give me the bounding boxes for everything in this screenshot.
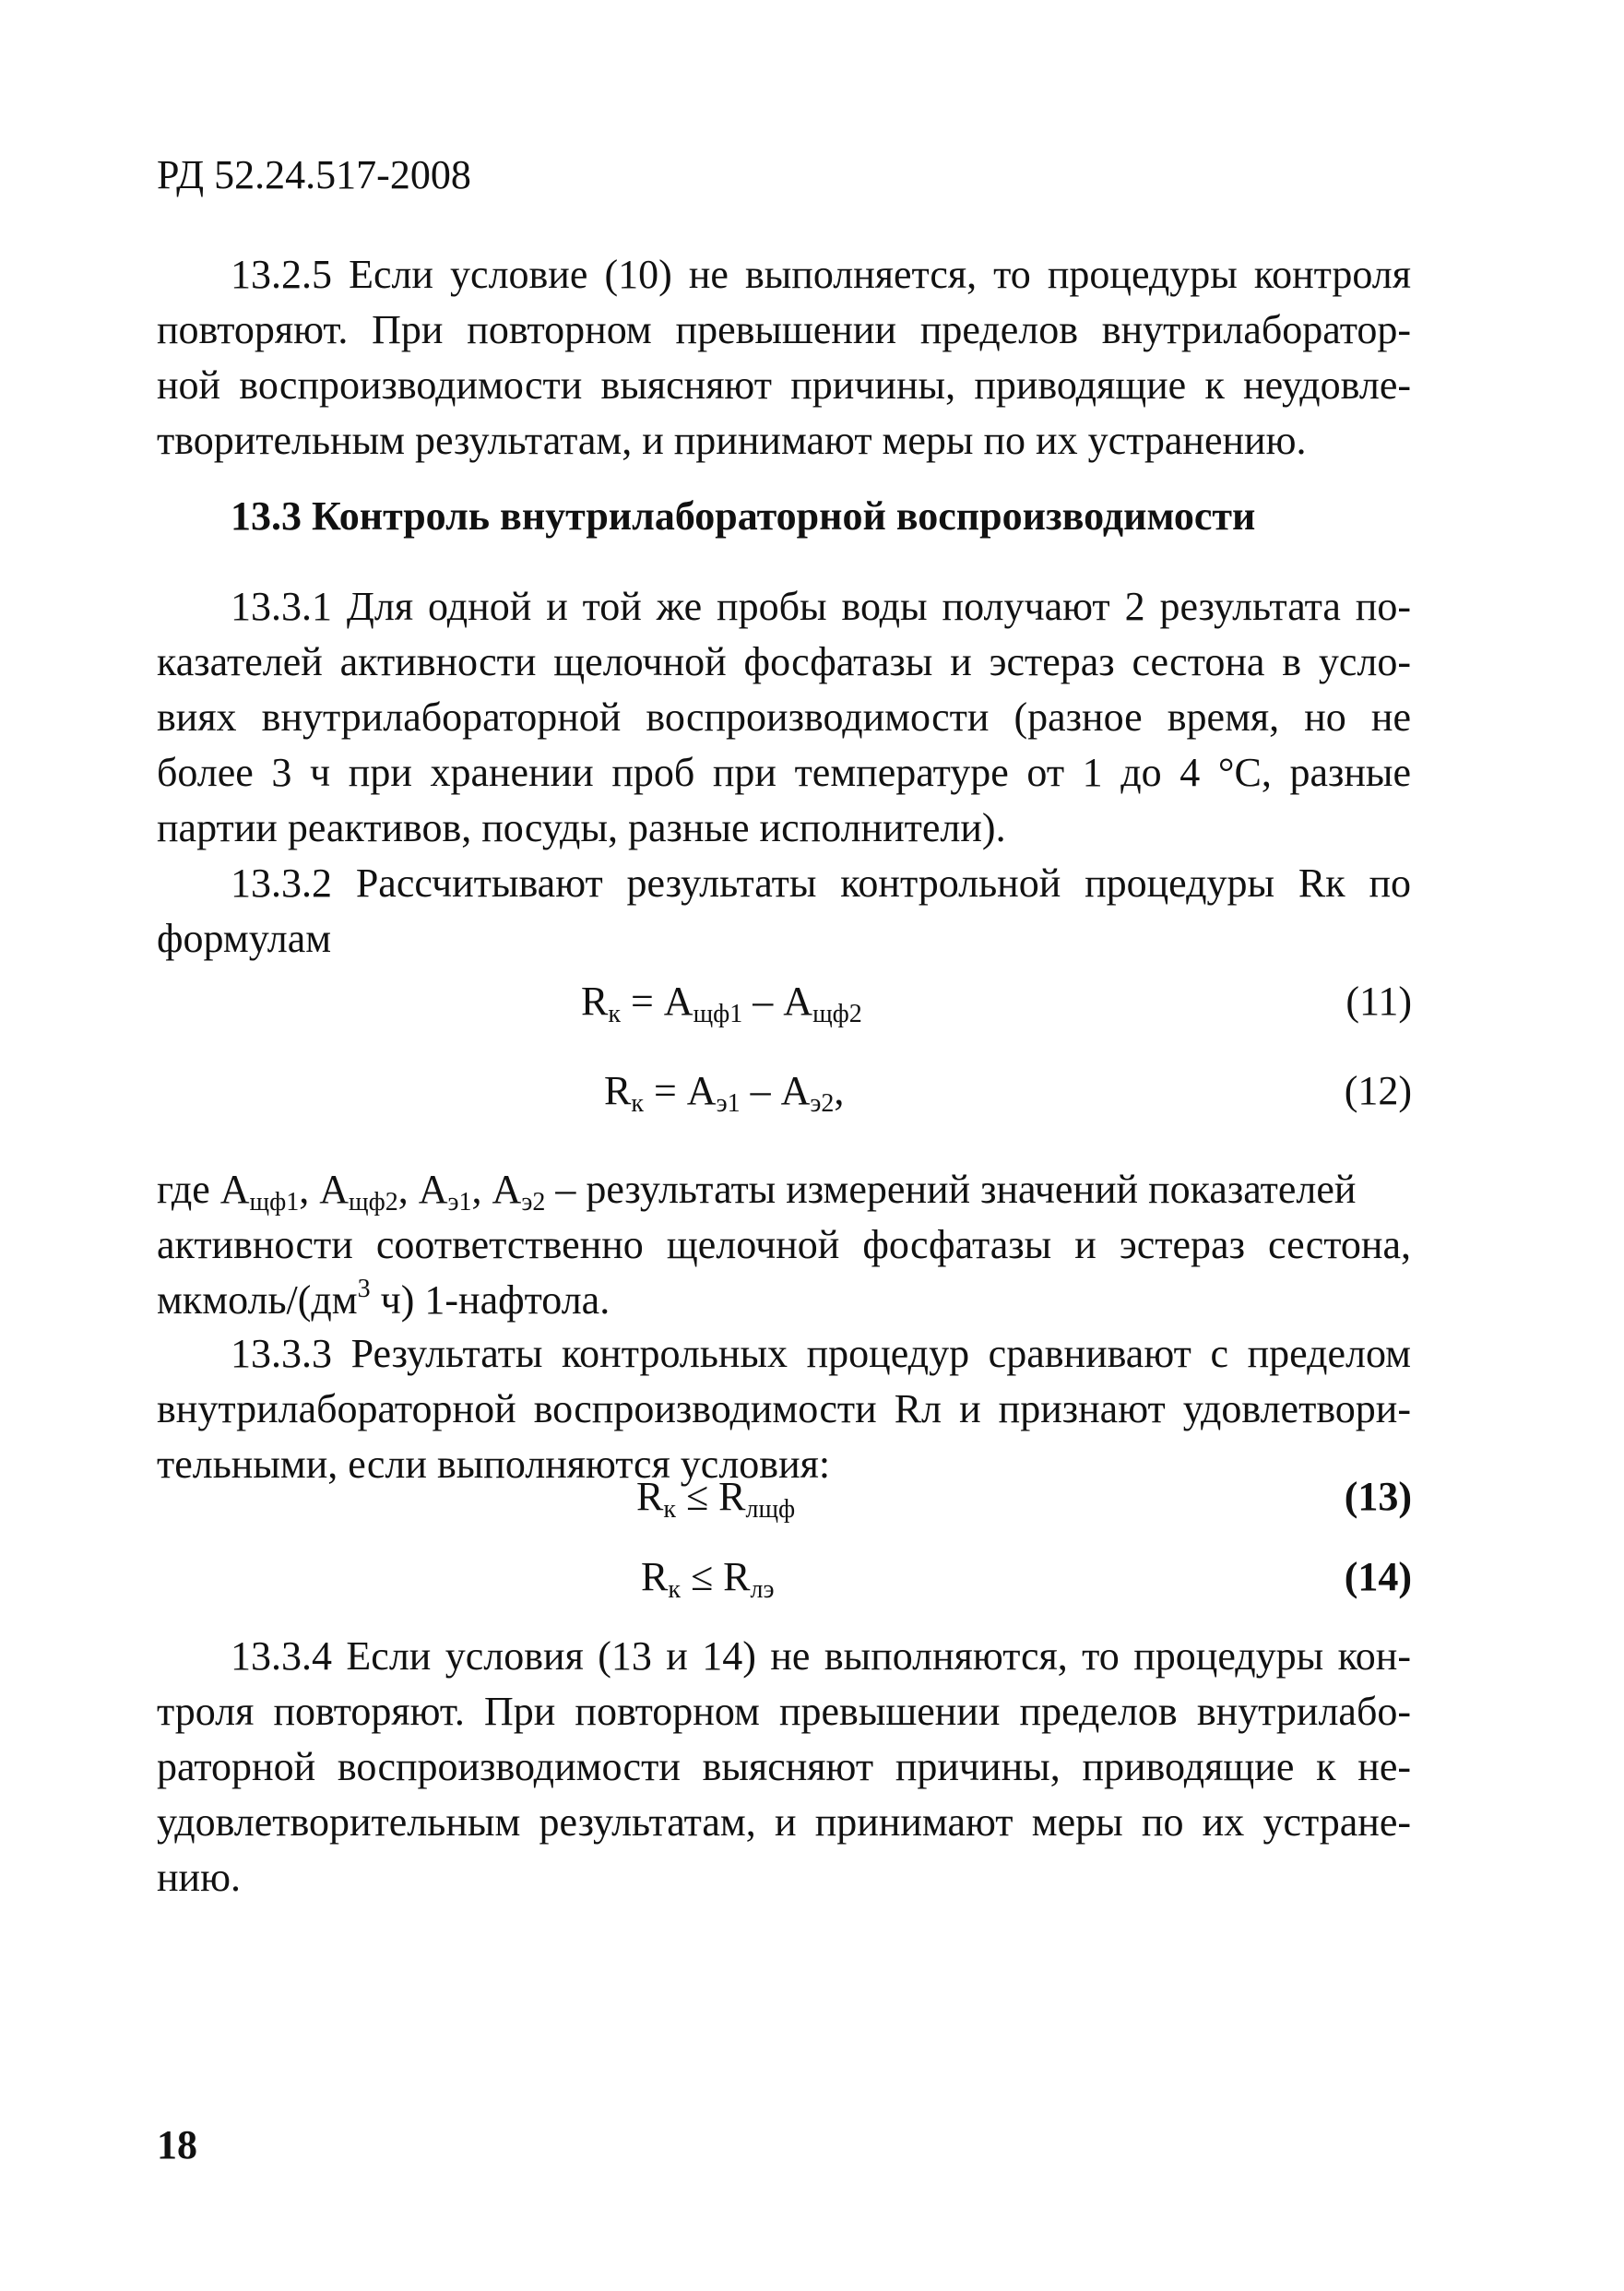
text-line: активности соответственно щелочной фосфатазы и эстераз сестона,	[157, 1222, 1411, 1267]
text-line: нию.	[157, 1855, 241, 1900]
text-line: казателей активности щелочной фосфатазы и эстераз сестона в усло-	[157, 639, 1411, 684]
text-line: повторяют. При повторном превышении пределов внутрилаборатор-	[157, 307, 1411, 352]
text-line: 13.3.3 Результаты контрольных процедур сравнивают с пределом	[231, 1331, 1411, 1376]
section-heading: 13.3 Контроль внутрилабораторной воспроизводимости	[231, 493, 1256, 539]
equation-number-11: (11)	[1345, 979, 1412, 1024]
equation-11: $R_к = A_{щф1} - A_{щф2}$	[581, 979, 862, 1028]
document-header: РД 52.24.517-2008	[157, 152, 471, 197]
text-line: 13.3.4 Если условия (13 и 14) не выполняются, то процедуры кон-	[231, 1633, 1411, 1679]
text-line: троля повторяют. При повторном превышении пределов внутрилабо-	[157, 1689, 1411, 1734]
text-line: виях внутрилабораторной воспроизводимости (разное время, но не	[157, 694, 1411, 740]
text-line: ной воспроизводимости выясняют причины, приводящие к неудовле-	[157, 362, 1411, 408]
text-line: тельными, если выполняются условия:	[157, 1442, 831, 1487]
equation-number-12: (12)	[1344, 1068, 1412, 1113]
text-line: формулам	[157, 916, 332, 961]
text-line: удовлетворительным результатам, и принимают меры по их устране-	[157, 1799, 1411, 1845]
equation-14: $R_к \le R_{лэ}$	[641, 1554, 775, 1604]
equation-12: $R_к = A_{э1} - A_{э2}$,	[604, 1068, 845, 1118]
page-number: 18	[157, 2122, 197, 2167]
text-line: партии реактивов, посуды, разные исполнители).	[157, 805, 1006, 850]
text-line: внутрилабораторной воспроизводимости Rл и признают удовлетвори-	[157, 1386, 1411, 1431]
text-line: 13.2.5 Если условие (10) не выполняется, то процедуры контроля	[231, 252, 1411, 297]
text-line: 13.3.1 Для одной и той же пробы воды получают 2 результата по-	[231, 584, 1411, 629]
text-line: 13.3.2 Рассчитывают результаты контрольной процедуры Rк по	[231, 861, 1411, 906]
text-line: раторной воспроизводимости выясняют причины, приводящие к не-	[157, 1744, 1411, 1789]
text-line: творительным результатам, и принимают меры по их устранению.	[157, 418, 1307, 463]
equation-number-13: (13)	[1344, 1474, 1412, 1519]
equation-13: $R_к \le R_{лщф}$	[636, 1474, 796, 1524]
text-line: более 3 ч при хранении проб при температуре от 1 до 4 °С, разные	[157, 750, 1411, 795]
text-line: где $A_{щф1}$, $A_{щф2}$, $A_{э1}$, $A_{э2}$ – результаты измерений значений показателей	[157, 1167, 1357, 1217]
equation-number-14: (14)	[1344, 1554, 1412, 1599]
text-line: мкмоль/($дм^3$ ч) 1-нафтола.	[157, 1275, 610, 1323]
